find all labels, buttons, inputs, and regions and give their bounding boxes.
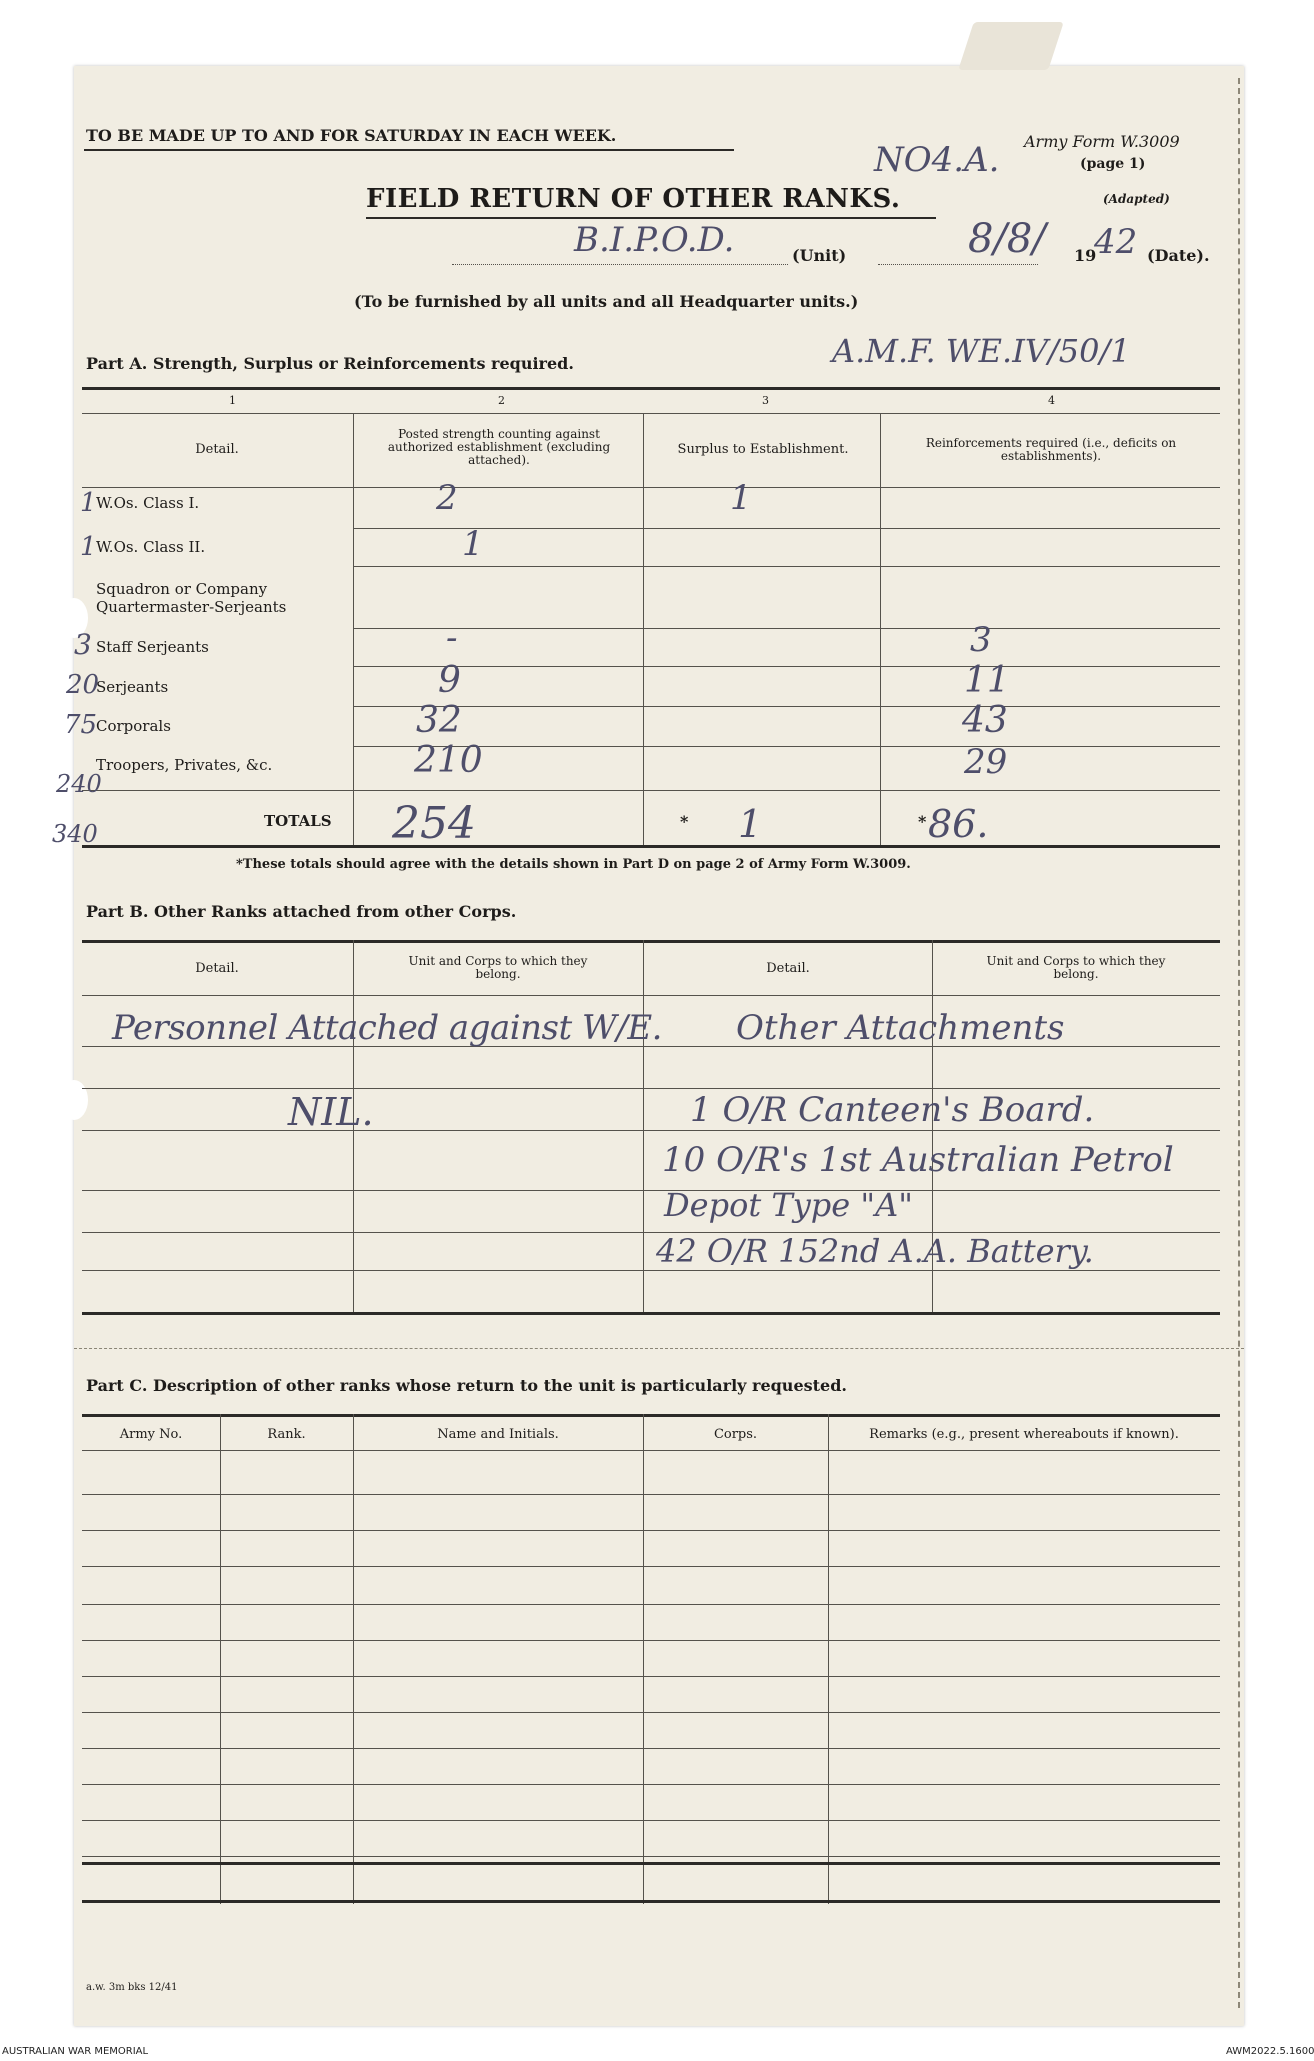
handwritten-establishment-reference: A.M.F. WE.IV/50/1: [832, 332, 1131, 370]
part-c-header-remarks: Remarks (e.g., present whereabouts if known).: [869, 1427, 1179, 1442]
margin-number: 1: [80, 488, 97, 518]
part-a-header-surplus: Surplus to Establishment.: [677, 442, 849, 457]
form-print-code: a.w. 3m bks 12/41: [86, 1982, 178, 1993]
totals-reinforcement-value: 86.: [928, 802, 989, 846]
reinforcement-value: 43: [962, 700, 1008, 741]
col-number-4: 4: [1048, 394, 1055, 407]
part-c-header-rule: [82, 1450, 1220, 1451]
part-c-row-rule: [82, 1566, 1220, 1567]
part-a-header-rule: [82, 487, 1220, 488]
hand-attachment-line: 10 O/R's 1st Australian Petrol: [662, 1140, 1174, 1180]
horizontal-perforation: [74, 1348, 1244, 1349]
punch-hole-lower: [60, 1080, 88, 1120]
unit-label: (Unit): [792, 246, 847, 265]
row-rule: [353, 666, 1220, 667]
right-perforation: [1238, 78, 1240, 2008]
year-prefix: 19: [1074, 246, 1097, 265]
part-c-heading: Part C. Description of other ranks whose return to the unit is particularly requested.: [86, 1376, 847, 1395]
part-b-header-unit-left: Unit and Corps to which they belong.: [408, 954, 588, 981]
part-c-row-rule: [82, 1748, 1220, 1749]
adapted-note: (Adapted): [1103, 192, 1170, 206]
margin-number: 75: [64, 710, 98, 740]
title-underline: [366, 217, 936, 219]
totals-surplus-value: 1: [738, 802, 763, 846]
row-label: W.Os. Class I.: [96, 494, 200, 512]
posted-value: 210: [414, 740, 483, 781]
part-c-row-rule: [82, 1856, 1220, 1857]
col-number-2: 2: [498, 394, 505, 407]
row-label: Serjeants: [96, 678, 169, 696]
row-rule: [353, 706, 1220, 707]
row-rule: [353, 566, 1220, 567]
unit-fill-line: [452, 264, 788, 265]
margin-number-total: 340: [52, 820, 98, 848]
hand-other-attachments-title: Other Attachments: [736, 1008, 1065, 1048]
posted-value: 9: [438, 660, 461, 701]
archive-reference: AWM2022.5.1600: [1226, 2046, 1314, 2057]
row-label: Squadron or Company: [96, 580, 268, 598]
part-c-row-rule: [82, 1784, 1220, 1785]
part-c-row-rule: [82, 1640, 1220, 1641]
row-label: Staff Serjeants: [96, 638, 209, 656]
totals-surplus-star: *: [680, 812, 689, 831]
part-b-header-rule: [82, 995, 1220, 996]
part-c-row-rule: [82, 1820, 1220, 1821]
archive-credit: AUSTRALIAN WAR MEMORIAL: [2, 2046, 149, 2057]
part-a-header-posted: Posted strength counting against authorized establishment (excluding attached).: [387, 427, 611, 467]
col-number-3: 3: [762, 394, 769, 407]
part-c-header-rank: Rank.: [267, 1427, 306, 1442]
margin-number: 3: [74, 628, 92, 661]
part-c-col-divider-1: [220, 1414, 221, 1904]
part-b-row-rule: [82, 1270, 1220, 1271]
form-title: FIELD RETURN OF OTHER RANKS.: [366, 184, 901, 214]
part-c-header-army-no: Army No.: [119, 1427, 183, 1442]
part-b-row-rule: [82, 1088, 1220, 1089]
part-b-header-detail-left: Detail.: [195, 961, 239, 976]
part-c-bottom-rule: [82, 1900, 1220, 1903]
totals-label: TOTALS: [264, 812, 332, 830]
army-form-number: Army Form W.3009: [1024, 132, 1180, 151]
row-rule: [353, 746, 1220, 747]
posted-value: 1: [462, 524, 484, 564]
part-c-col-divider-2: [353, 1414, 354, 1904]
year-value: 42: [1094, 222, 1138, 262]
part-a-number-rule: [82, 413, 1220, 414]
row-label: Troopers, Privates, &c.: [96, 756, 273, 774]
part-b-bottom-rule: [82, 1312, 1220, 1315]
furnished-note: (To be furnished by all units and all Headquarter units.): [354, 292, 859, 311]
part-a-bottom-rule: [82, 845, 1220, 848]
margin-number: 20: [66, 670, 100, 700]
handwritten-top-reference: NO4.A.: [874, 140, 1000, 180]
part-c-header-corps: Corps.: [713, 1427, 758, 1442]
part-c-row-rule: [82, 1530, 1220, 1531]
posted-value: 2: [436, 478, 458, 518]
col-number-1: 1: [229, 394, 236, 407]
totals-posted-value: 254: [392, 798, 476, 849]
hand-attachment-line: 1 O/R Canteen's Board.: [690, 1090, 1095, 1130]
margin-number: 1: [80, 532, 97, 562]
part-c-header-name: Name and Initials.: [437, 1427, 559, 1442]
part-b-row-rule: [82, 1130, 1220, 1131]
torn-paper-tab: [958, 22, 1064, 70]
row-rule: [82, 790, 1220, 791]
posted-value: -: [446, 618, 458, 658]
reinforcement-value: 11: [964, 660, 1010, 701]
row-label: Corporals: [96, 717, 171, 735]
hand-nil-value: NIL.: [288, 1090, 374, 1134]
part-b-header-unit-right: Unit and Corps to which they belong.: [986, 954, 1166, 981]
part-b-header-detail-right: Detail.: [766, 961, 810, 976]
instruction-underline: [84, 149, 734, 151]
part-a-footnote: *These totals should agree with the details shown in Part D on page 2 of Army Form W.3009.: [236, 857, 911, 872]
hand-attachment-line: 42 O/R 152nd A.A. Battery.: [656, 1232, 1094, 1270]
part-a-header-reinforcements: Reinforcements required (i.e., deficits on establishments).: [925, 436, 1177, 463]
part-c-top-rule: [82, 1414, 1220, 1417]
row-label: W.Os. Class II.: [96, 538, 206, 556]
form-instruction: TO BE MADE UP TO AND FOR SATURDAY IN EACH WEEK.: [86, 126, 617, 145]
part-a-top-rule: [82, 387, 1220, 390]
page-number: (page 1): [1080, 156, 1146, 172]
totals-reinforcement-star: *: [918, 812, 927, 831]
part-c-double-rule: [82, 1862, 1220, 1865]
part-c-row-rule: [82, 1676, 1220, 1677]
part-a-header-detail: Detail.: [195, 442, 239, 457]
part-c-col-divider-4: [828, 1414, 829, 1904]
part-b-heading: Part B. Other Ranks attached from other Corps.: [86, 902, 517, 921]
row-rule: [353, 628, 1220, 629]
part-a-col-divider-1: [353, 413, 354, 845]
part-c-row-rule: [82, 1712, 1220, 1713]
row-label: Quartermaster-Serjeants: [96, 598, 287, 616]
part-b-top-rule: [82, 940, 1220, 943]
reinforcement-value: 3: [970, 620, 992, 660]
part-c-col-divider-3: [643, 1414, 644, 1904]
date-fill-line: [878, 264, 1038, 265]
surplus-value: 1: [730, 478, 752, 518]
reinforcement-value: 29: [964, 742, 1008, 782]
hand-attachment-line: Depot Type "A": [664, 1186, 913, 1224]
unit-value: B.I.P.O.D.: [574, 220, 735, 260]
part-a-col-divider-3: [880, 413, 881, 845]
date-day-month: 8/8/: [968, 216, 1046, 262]
part-b-row-rule: [82, 1190, 1220, 1191]
hand-personnel-title: Personnel Attached against W/E.: [112, 1008, 662, 1048]
date-label: (Date).: [1147, 246, 1210, 265]
part-a-heading: Part A. Strength, Surplus or Reinforcements required.: [86, 354, 574, 373]
part-a-col-divider-2: [643, 413, 644, 845]
part-c-row-rule: [82, 1494, 1220, 1495]
posted-value: 32: [416, 700, 462, 741]
part-c-row-rule: [82, 1604, 1220, 1605]
margin-number: 240: [56, 770, 102, 798]
